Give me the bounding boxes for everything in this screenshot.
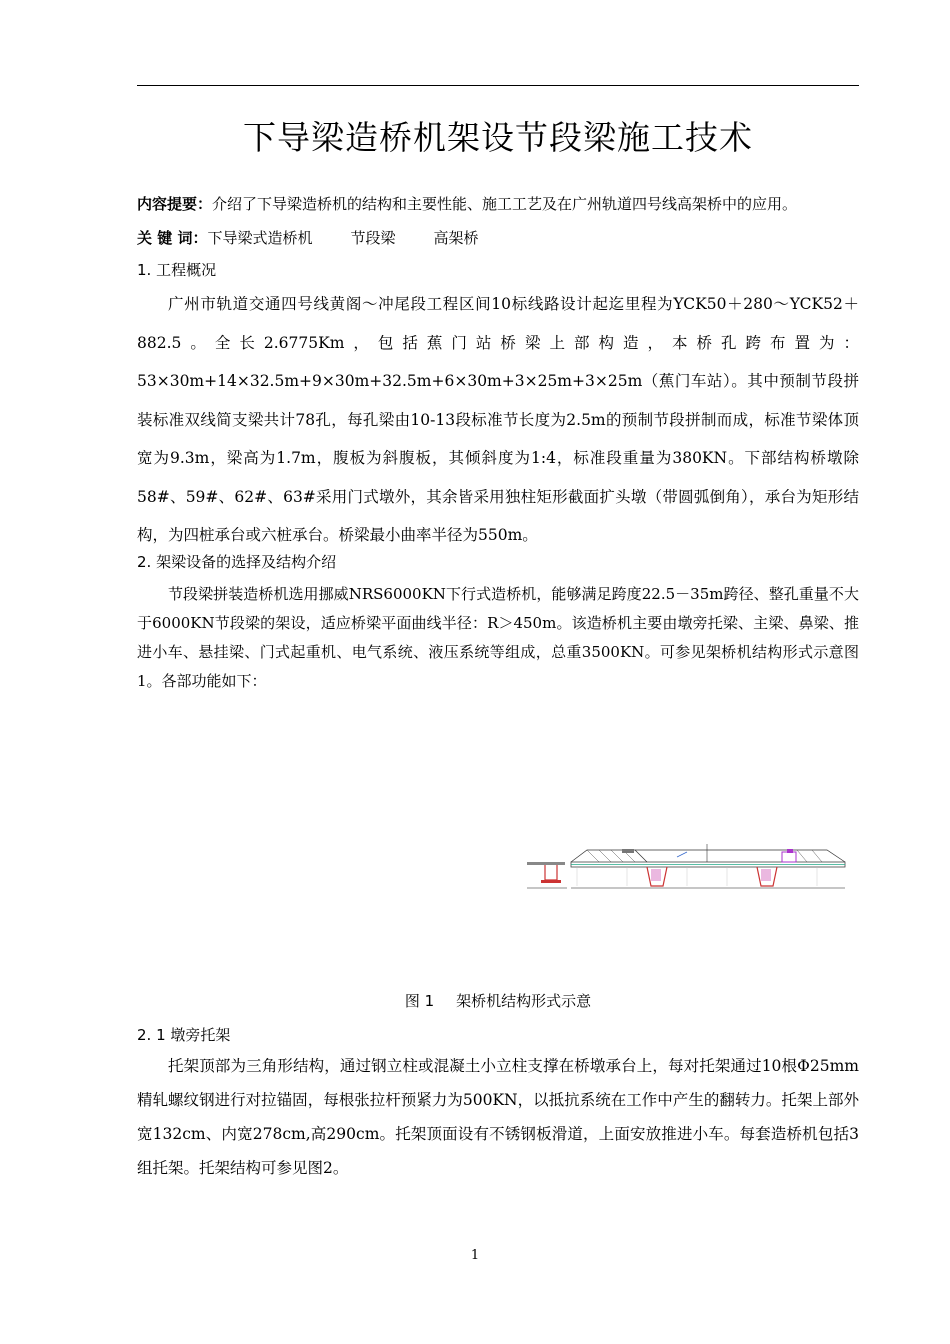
section-2-heading: 2. 架梁设备的选择及结构介绍 (137, 553, 337, 571)
document-title: 下导梁造桥机架设节段梁施工技术 (243, 118, 753, 157)
figure-label: 图 1 (404, 992, 435, 1010)
header-rule (137, 85, 859, 86)
figure-pier-1 (545, 865, 557, 880)
keyword-2: 节段梁 (350, 229, 396, 247)
bridge-machine-figure (527, 840, 847, 898)
keyword-1: 下导梁式造桥机 (207, 229, 313, 247)
figure-caption-text: 架桥机结构形式示意 (456, 992, 592, 1010)
section-1-heading: 1. 工程概况 (137, 261, 217, 279)
abstract-line (137, 193, 797, 214)
abstract-label: 内容提要： (137, 195, 213, 213)
keywords-line (137, 227, 517, 248)
keyword-3: 高架桥 (433, 229, 479, 247)
figure-caption (137, 990, 859, 1011)
figure-pier-base-1 (541, 880, 561, 883)
keywords-label: 关 键 词： (137, 229, 208, 247)
figure-abutment (527, 862, 565, 865)
abstract-text: 介绍了下导梁造桥机的结构和主要性能、施工工艺及在广州轨道四号线高架桥中的应用。 (212, 195, 798, 213)
section-1-body: 广州市轨道交通四号线黄阁～冲尾段工程区间10标线路设计起迄里程为YCK50＋280～YCK52＋882.5。全长2.6775Km，包括蕉门站桥梁上部构造，本桥孔跨布置为：53×30m+14×32.5m+9×30m+32.5m+6×30m+3×25m+3×25m（蕉门车站）。其中预制节段拼装标准双线简支梁共计78孔，每孔梁由10-13段标准节长度为2.5m的预制节段拼制而成，标准节梁体顶宽为9.3m，梁高为1.7m，腹板为斜腹板，其倾斜度为1:4，标准段重量为380KN。下部结构桥墩除58#、59#、62#、63#采用门式墩外，其余皆采用独柱矩形截面扩头墩（带圆弧倒角），承台为矩形结构，为四桩承台或六桩承台。桥梁最小曲率半径为550m。 (137, 295, 859, 544)
figure-gantry-crane (782, 852, 796, 862)
section-2-1-body: 托架顶部为三角形结构，通过钢立柱或混凝土小立柱支撑在桥墩承台上，每对托架通过10根Φ25mm精轧螺纹钢进行对拉锚固，每根张拉杆预紧力为500KN，以抵抗系统在工作中产生的翻转力。托架上部外宽132cm、内宽278cm,高290cm。托架顶面设有不锈钢板滑道，上面安放推进小车。每套造桥机包括3组托架。托架结构可参见图2。 (137, 1057, 859, 1177)
section-2-body: 节段梁拼装造桥机选用挪威NRS6000KN下行式造桥机，能够满足跨度22.5－35m跨径、整孔重量不大于6000KN节段梁的架设，适应桥梁平面曲线半径：R＞450m。该造桥机主要由墩旁托梁、主梁、鼻梁、推进小车、悬挂梁、门式起重机、电气系统、液压系统等组成，总重3500KN。可参见架桥机结构形式示意图1。各部功能如下： (137, 585, 859, 690)
page-number: 1 (470, 1248, 480, 1263)
section-2-1-heading: 2. 1 墩旁托架 (137, 1026, 231, 1044)
